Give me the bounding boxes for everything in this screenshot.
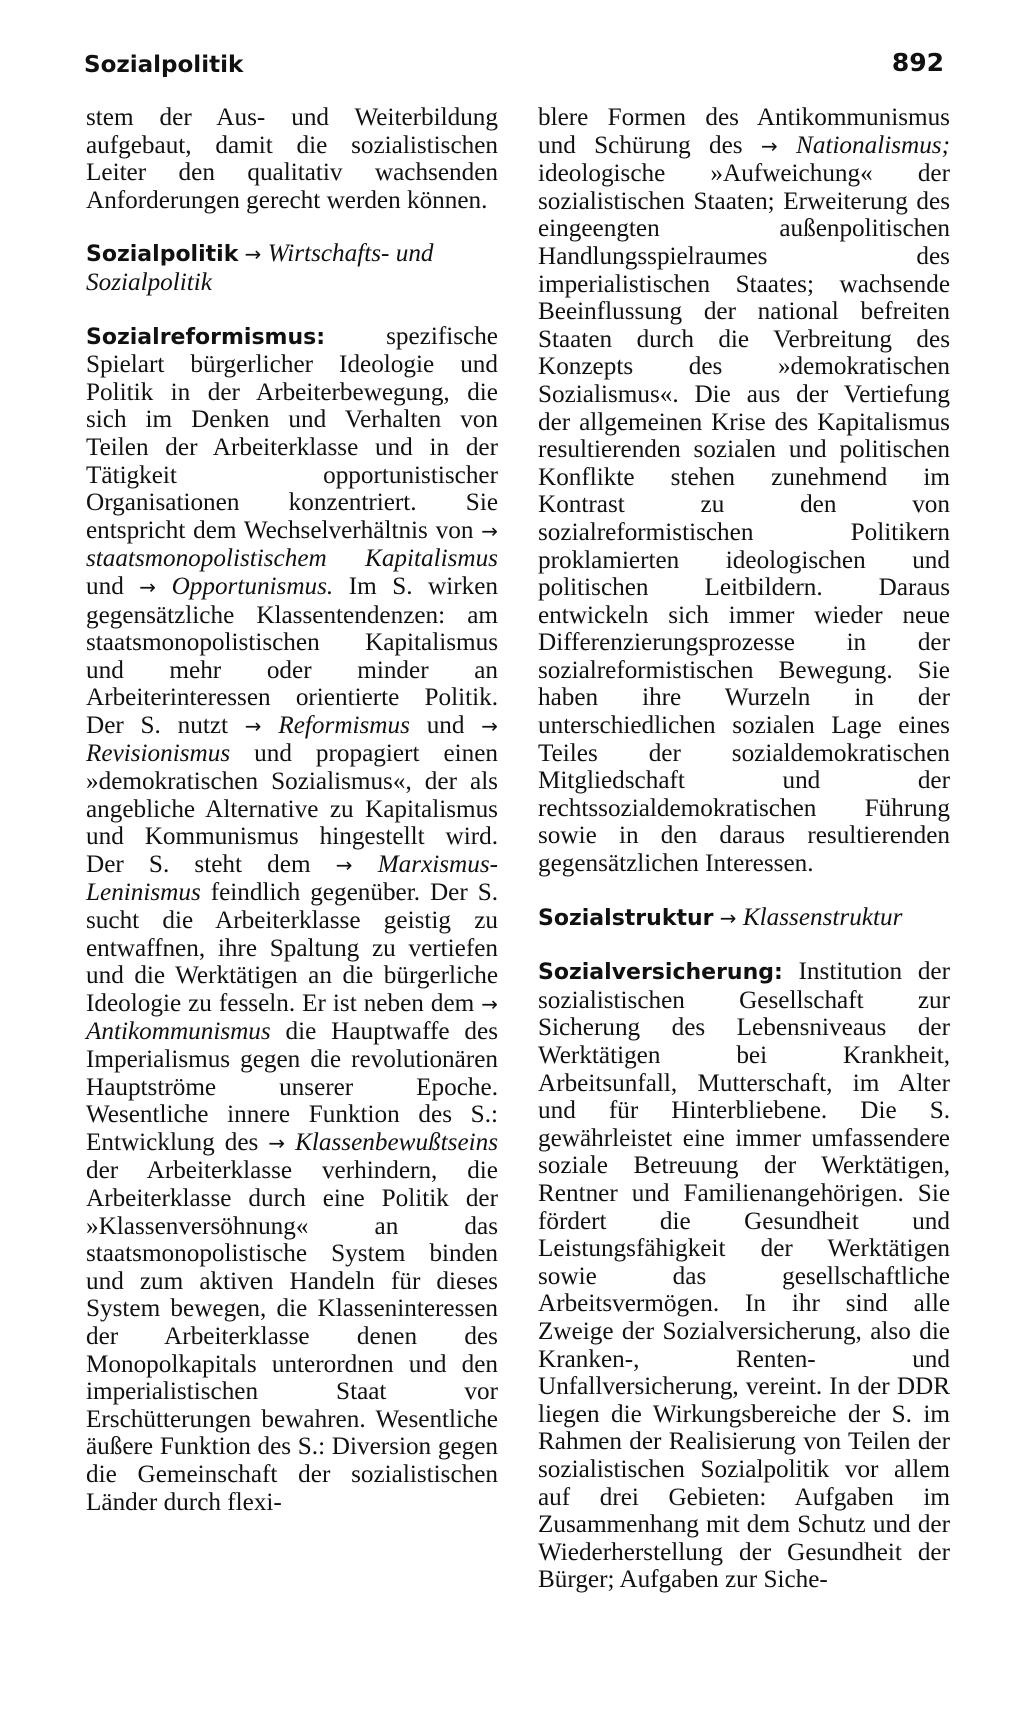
cross-reference-arrow-icon: → [481, 713, 499, 738]
cross-reference-link[interactable]: Marxismus-Leninismus [86, 850, 499, 907]
definition-text: und propagiert einen »demokratischen Sozialismus«, der als angebliche Alternative zu Kapitalismus und Kommunismus hingestellt wird. Der S. steht dem [86, 740, 498, 878]
definition-text: Institution der sozialistischen Gesellschaft zur Sicherung des Lebensniveaus der Werktätigen bei Krankheit, Arbeitsunfall, Mutterschaft, im Alter und für Hinterbliebene. Die S. gewährleistet eine immer umfassendere soziale Betreuung der Werktätigen, Rentner und Familienangehörigen. Sie fördert die Gesundheit und Leistungsfähigkeit der Werktätigen sowie das gesellschaftliche Arbeitsvermögen. In ihr sind alle Zweige der Sozialversicherung, also die Kranken-, Renten- und Unfallversicherung, vereint. In der DDR liegen die Wirkungsbereiche der S. im Rahmen der Realisierung von Teilen der sozialistischen Sozialpolitik vor allem auf drei Gebieten: Aufgaben im Zusammenhang mit dem Schutz und der Wiederherstellung der Gesundheit der Bürger; Aufgaben zur Siche- [538, 958, 951, 1594]
definition-text: feindlich gegenüber. Der S. sucht die Arbeiterklasse geistig zu entwaffnen, ihre Spaltung zu vertiefen und die Werktätigen an die bürgerliche Ideologie zu fesseln. Er ist neben dem [86, 879, 499, 1017]
definition-text: und [426, 711, 465, 739]
cross-reference-link[interactable]: Klassenbewußtseins [295, 1128, 499, 1156]
page-number: 892 [891, 48, 944, 77]
cross-reference-link[interactable]: Wirtschafts- und Sozialpolitik [86, 240, 434, 296]
definition-text: blere Formen des Antikommunismus und Schürung des [538, 104, 950, 159]
continuation-paragraph [538, 104, 950, 878]
definition-text: spezifische Spielart bürgerlicher Ideologie und Politik in der Arbeiterbewegung, die sich im Denken und Verhalten von Teilen der Arbeiterklasse und in der Tätigkeit opportunistischer Organisationen konzentriert. Sie entspricht dem Wechselverhältnis von [86, 322, 498, 544]
cross-reference-arrow-icon: → [335, 852, 353, 877]
headword-sozialreformismus: Sozialreformismus: [86, 324, 326, 350]
cross-reference-link[interactable]: Reformismus [278, 711, 410, 739]
definition-text: der Arbeiterklasse verhindern, die Arbeiterklasse durch eine Politik der »Klassenversöhnung« an das staatsmonopolistische System binden und zum aktiven Handeln für dieses System bewegen, die Klasseninteressen der Arbeiterklasse denen des Monopolkapitals unterordnen und den imperialistischen Staat vor Erschütterungen bewahren. Wesentliche äußere Funktion des S.: Diversion gegen die Gemeinschaft der sozialistischen Länder durch flexi- [86, 1157, 498, 1516]
entry-sozialversicherung [538, 958, 950, 1594]
continuation-paragraph: stem der Aus- und Weiterbildung aufgebaut, damit die sozialistischen Leiter den qualitativ wachsenden Anforderungen gerecht werden können. [86, 104, 498, 214]
cross-reference-link[interactable]: Nationalismus; [796, 131, 950, 159]
cross-reference-link[interactable]: staatsmonopolistischem Kapitalismus [86, 545, 498, 573]
cross-reference-arrow-icon: → [139, 574, 157, 599]
cross-reference-link[interactable]: Klassenstruktur [742, 903, 903, 931]
cross-reference-link[interactable]: Revisionismus [86, 740, 231, 768]
left-column [86, 104, 498, 1516]
running-head: Sozialpolitik [84, 52, 244, 78]
right-column [538, 104, 950, 1594]
definition-text: ideologische »Aufweichung« der sozialistischen Staaten; Erweiterung des eingeengten außenpolitischen Handlungsspielraumes des imperialistischen Staates; wachsende Beeinflussung der national befreiten Staaten durch die Verbreitung des Konzepts des »demokratischen Sozialismus«. Die aus der Vertiefung der allgemeinen Krise des Kapitalismus resultierenden sozialen und politischen Konflikte stehen zunehmend im Kontrast zu den von sozialreformistischen Politikern proklamierten ideologischen und politischen Leitbildern. Daraus entwickeln sich immer wieder neue Differenzierungsprozesse in der sozialreformistischen Bewegung. Sie haben ihre Wurzeln in der unterschiedlichen sozialen Lage eines Teiles der sozialdemokratischen Mitgliedschaft und der rechtssozialdemokratischen Führung sowie in den daraus resultierenden gegensätzlichen Interessen. [538, 160, 950, 878]
definition-text: die Hauptwaffe des Imperialismus gegen die revolutionären Hauptströme unserer Epoche. Wesentliche innere Funktion des S.: Entwicklung des [86, 1018, 498, 1156]
cross-reference-arrow-icon: → [481, 518, 499, 543]
entry-sozialpolitik [86, 240, 498, 296]
cross-reference-arrow-icon: → [244, 713, 262, 738]
headword-sozialstruktur: Sozialstruktur [538, 905, 714, 931]
entry-sozialreformismus [86, 323, 498, 1517]
cross-reference-arrow-icon: → [268, 1130, 286, 1155]
definition-text: Im S. wirken gegensätzliche Klassentendenzen: am staatsmonopolistischen Kapitalismus und mehr oder minder an Arbeiterinteressen orientierte Politik. Der S. nutzt [86, 572, 498, 739]
cross-reference-link[interactable]: Antikommunismus [86, 1018, 271, 1046]
cross-reference-arrow-icon: → [719, 905, 737, 930]
headword-sozialpolitik: Sozialpolitik [86, 242, 239, 268]
headword-sozialversicherung: Sozialversicherung: [538, 960, 783, 986]
entry-sozialstruktur [538, 904, 950, 933]
cross-reference-link[interactable]: Opportunismus. [171, 572, 334, 600]
cross-reference-arrow-icon: → [481, 991, 498, 1016]
definition-text: und [86, 572, 124, 600]
cross-reference-arrow-icon: → [760, 133, 778, 158]
cross-reference-arrow-icon: → [244, 242, 262, 267]
